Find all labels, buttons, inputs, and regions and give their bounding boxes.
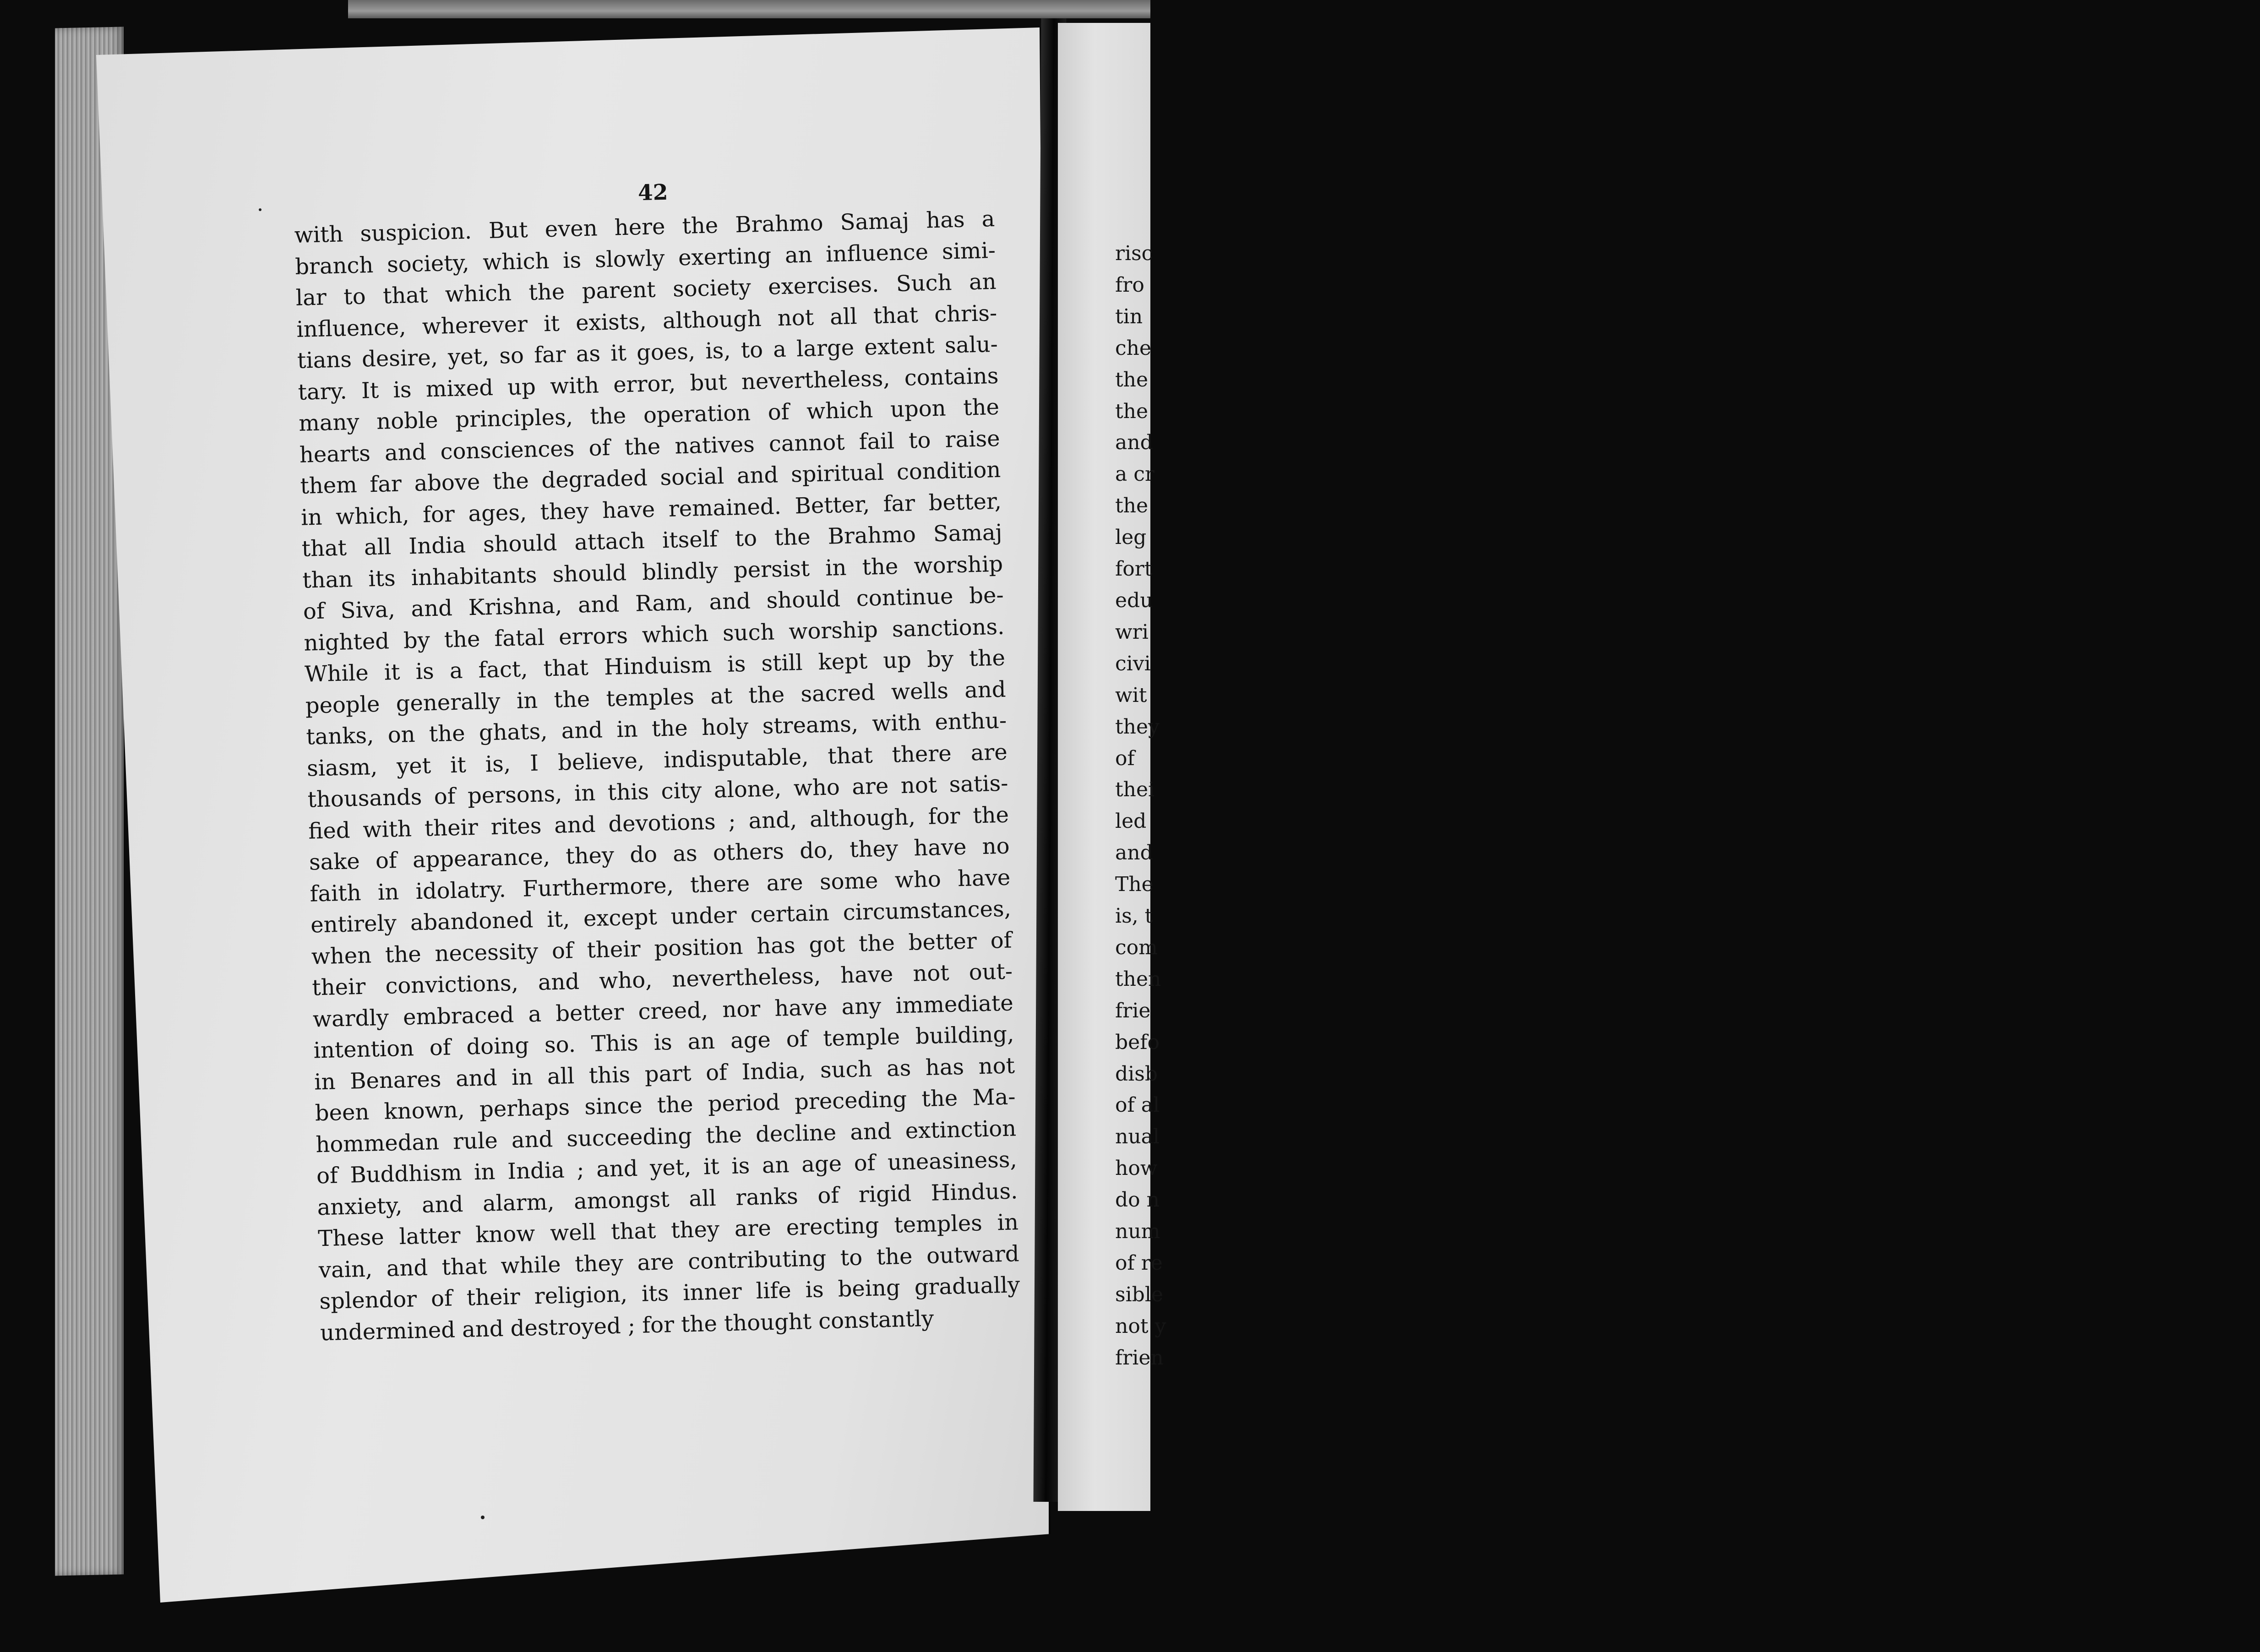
text-line: hearts and consciences of the natives cannot fail to raise [299, 425, 1001, 468]
text-line: with suspicion. But even here the Brahmo Samaj has a [294, 206, 995, 248]
text-line: when the necessity of their position has got the better of [311, 927, 1013, 970]
text-line: hommedan rule and succeeding the decline and extinction [315, 1115, 1017, 1157]
text-line: anxiety, and alarm, amongst all ranks of rigid Hindus. [317, 1178, 1018, 1220]
facing-page-text [1115, 238, 2260, 1374]
text-line: branch society, which is slowly exerting an influence simi- [294, 237, 996, 280]
facing-text-fragment: fro [1115, 273, 1144, 297]
text-line: tary. It is mixed up with error, but nevertheless, contains [298, 363, 999, 405]
facing-text-fragment: sible [1115, 1282, 1163, 1306]
facing-text-fragment: The [1115, 873, 1154, 897]
facing-text-fragment: the [1115, 368, 1149, 391]
text-line: people generally in the temples at the sacred wells and [305, 676, 1007, 719]
text-line: vain, and that while they are contributing to the outward [318, 1240, 1020, 1283]
facing-text-fragment: com [1115, 935, 1158, 959]
facing-page [1058, 23, 1166, 1511]
text-line: siasm, yet it is, I believe, indisputable, that there are [306, 739, 1008, 782]
facing-text-fragment: frie [1115, 999, 1151, 1022]
facing-text-fragment: how [1115, 1157, 1158, 1180]
facing-text-fragment: and [1115, 431, 1153, 455]
text-line: them far above the degraded social and spiritual condition [300, 456, 1001, 499]
text-line: many noble principles, the operation of which upon the [298, 394, 1000, 436]
facing-text-fragment: befo [1115, 1030, 1160, 1054]
text-line: splendor of their religion, its inner life is being gradually [319, 1272, 1020, 1315]
facing-text-fragment: is, t [1115, 904, 1153, 928]
facing-text-fragment: and [1115, 841, 1153, 865]
text-line: wardly embraced a better creed, nor have any immediate [312, 989, 1014, 1032]
text-line: thousands of persons, in this city alone, who are not satis- [307, 770, 1008, 813]
facing-text-fragment: the [1115, 494, 1149, 518]
text-line: faith in idolatry. Furthermore, there are some who have [309, 864, 1011, 907]
text-line: tians desire, yet, so far as it goes, is, to a large extent salu- [297, 331, 998, 374]
page-text-block [293, 167, 1021, 1348]
text-line: entirely abandoned it, except under certain circumstances, [310, 896, 1012, 938]
facing-text-fragment: tin [1115, 304, 1143, 328]
text-line: These latter know well that they are erecting temples in [317, 1209, 1019, 1252]
text-line: nighted by the fatal errors which such worship sanctions. [304, 614, 1005, 656]
facing-text-fragment: risc [1115, 242, 1153, 265]
facing-text-fragment: frien [1115, 1346, 1164, 1369]
body-text [294, 203, 1021, 1348]
book-top-edge [348, 0, 1150, 18]
facing-text-fragment: nual [1115, 1125, 1160, 1149]
text-line: of Buddhism in India ; and yet, it is an age of uneasiness, [316, 1147, 1018, 1189]
facing-text-fragment: edu [1115, 588, 1153, 612]
text-line: fied with their rites and devotions ; and, although, for the [308, 802, 1009, 844]
facing-text-fragment: che [1115, 336, 1152, 360]
facing-text-fragment: of al [1115, 1093, 1160, 1117]
text-line: that all India should attach itself to the Brahmo Samaj [301, 519, 1003, 562]
text-line: intention of doing so. This is an age of temple building, [313, 1021, 1014, 1064]
facing-text-fragment: disb [1115, 1062, 1158, 1086]
facing-text-fragment: fort [1115, 557, 1153, 581]
facing-text-fragment: of re [1115, 1251, 1163, 1275]
page-number: 42 [637, 179, 669, 206]
dust-speck [481, 1516, 485, 1519]
text-line: in which, for ages, they have remained. Better, far better, [300, 488, 1002, 531]
facing-text-fragment: a cr [1115, 462, 1155, 486]
facing-text-fragment: of [1115, 746, 1135, 770]
facing-text-fragment: thei [1115, 778, 1155, 802]
facing-text-fragment: wit [1115, 683, 1147, 707]
facing-text-fragment: not y [1115, 1314, 1166, 1338]
facing-text-fragment: civi [1115, 652, 1151, 675]
text-line: than its inhabitants should blindly persist in the worship [302, 551, 1003, 593]
facing-text-fragment: do n [1115, 1188, 1160, 1212]
text-line: undermined and destroyed ; for the thought constantly [320, 1305, 934, 1346]
text-line: influence, wherever it exists, although not all that chris- [296, 300, 997, 342]
dust-speck [259, 208, 261, 211]
text-line: tanks, on the ghats, and in the holy streams, with enthu- [305, 707, 1007, 750]
facing-text-fragment: they [1115, 715, 1160, 739]
text-line: their convictions, and who, nevertheless, have not out- [311, 958, 1013, 1001]
text-line: sake of appearance, they do as others do, they have no [309, 833, 1010, 875]
facing-text-fragment: num [1115, 1220, 1160, 1244]
text-line: lar to that which the parent society exercises. Such an [295, 268, 997, 311]
text-line: been known, perhaps since the period preceding the Ma- [315, 1084, 1016, 1126]
text-line: While it is a fact, that Hinduism is still kept up by the [304, 645, 1006, 687]
facing-text-fragment: leg [1115, 526, 1147, 549]
facing-text-fragment: the [1115, 399, 1149, 423]
facing-text-fragment: then [1115, 967, 1161, 991]
facing-text-fragment: led [1115, 810, 1147, 833]
text-line: of Siva, and Krishna, and Ram, and should continue be- [303, 582, 1004, 625]
facing-text-fragment: wri [1115, 620, 1149, 644]
text-line: in Benares and in all this part of India, such as has not [314, 1052, 1015, 1095]
